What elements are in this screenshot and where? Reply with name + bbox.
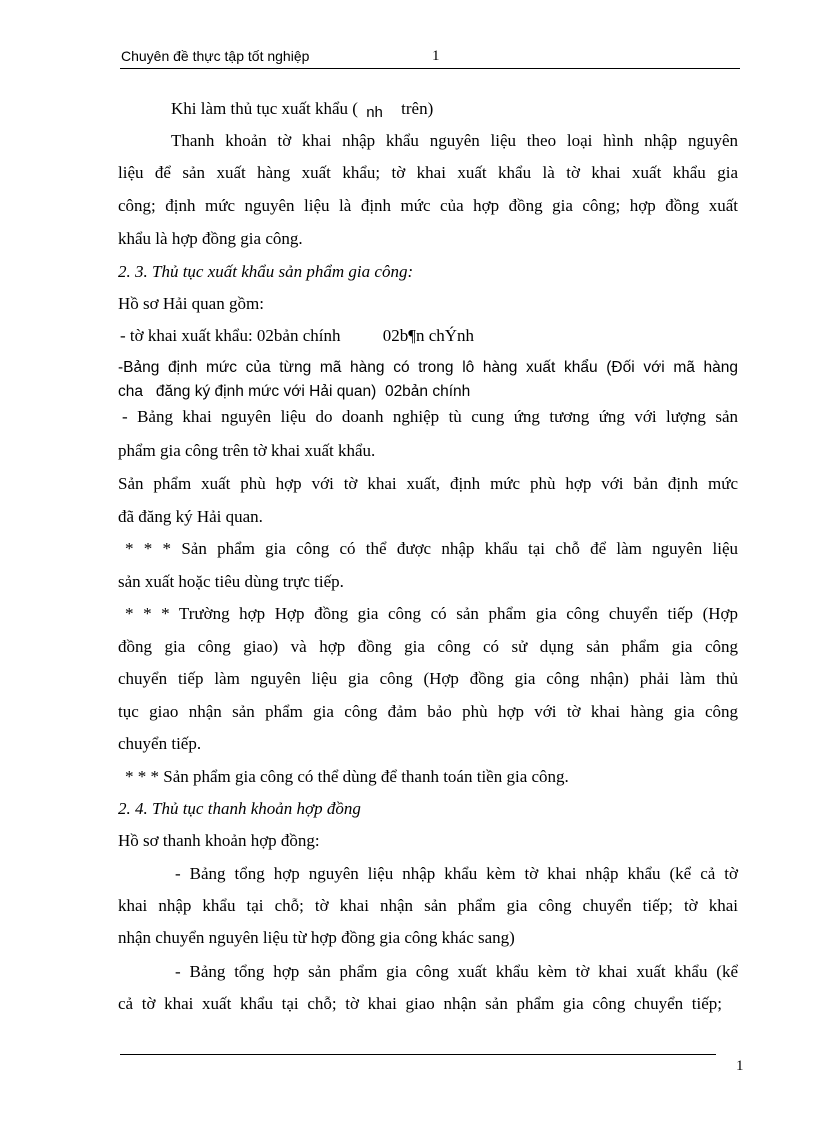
paragraph-line: * * * Trường hợp Hợp đồng gia công có sản phẩm gia công chuyển tiếp (Hợp (125, 604, 738, 623)
text-run: trên) (401, 99, 434, 118)
paragraph-line: khẩu là hợp đồng gia công. (118, 229, 303, 248)
paragraph-line: đã đăng ký Hải quan. (118, 507, 263, 526)
paragraph-line: * * * Sản phẩm gia công có thể được nhập khẩu tại chỗ để làm nguyên liệu (125, 539, 738, 558)
section-heading: 2. 3. Thủ tục xuất khẩu sản phẩm gia công: (118, 262, 414, 281)
paragraph-line: tục giao nhận sản phẩm gia công đảm bảo phù hợp với tờ khai hàng gia công (118, 702, 738, 721)
paragraph-line: liệu để sản xuất hàng xuất khẩu; tờ khai xuất khẩu là tờ khai xuất khẩu gia (118, 163, 738, 182)
paragraph-line: cha đăng ký định mức với Hải quan) 02bản chính (118, 383, 471, 400)
paragraph-line: chuyển tiếp làm nguyên liệu gia công (Hợp đồng gia công nhận) phải làm thủ (118, 669, 738, 688)
paragraph-line: phẩm gia công trên tờ khai xuất khẩu. (118, 441, 376, 460)
paragraph-line: * * * Sản phẩm gia công có thể dùng để thanh toán tiền gia công. (125, 767, 569, 786)
footer-page-number: 1 (736, 1058, 744, 1074)
header-page-number: 1 (432, 48, 440, 64)
text-run: nh (366, 104, 383, 121)
paragraph-line: cả tờ khai xuất khẩu tại chỗ; tờ khai giao nhận sản phẩm gia công chuyển tiếp; (118, 994, 722, 1013)
header-title: Chuyên đề thực tập tốt nghiệp (121, 48, 310, 64)
paragraph-line: sản xuất hoặc tiêu dùng trực tiếp. (118, 572, 344, 591)
text-run: - tờ khai xuất khẩu: 02bản chính (120, 326, 341, 345)
paragraph-line: - Bảng khai nguyên liệu do doanh nghiệp tù cung ứng tương ứng với lượng sản (122, 407, 738, 426)
paragraph-line: - Bảng tổng hợp nguyên liệu nhập khẩu kèm tờ khai nhập khẩu (kể cả tờ (175, 864, 738, 883)
text-run: 02b¶n chÝnh (382, 326, 475, 345)
paragraph-line (171, 98, 433, 121)
section-heading: 2. 4. Thủ tục thanh khoản hợp đồng (118, 799, 361, 818)
paragraph-line: khai nhập khẩu tại chỗ; tờ khai nhận sản phẩm gia công chuyển tiếp; tờ khai (118, 896, 738, 915)
paragraph-line: - Bảng tổng hợp sản phẩm gia công xuất khẩu kèm tờ khai xuất khẩu (kể (175, 962, 738, 981)
paragraph-line: công; định mức nguyên liệu là định mức của hợp đồng gia công; hợp đồng xuất (118, 196, 738, 215)
header-rule (120, 68, 740, 69)
paragraph-line: nhận chuyển nguyên liệu từ hợp đồng gia công khác sang) (118, 928, 515, 947)
paragraph-line: chuyển tiếp. (118, 734, 202, 753)
paragraph-line: Hồ sơ Hải quan gồm: (118, 294, 264, 313)
paragraph-line: -Bảng định mức của từng mã hàng có trong lô hàng xuất khẩu (Đối với mã hàng (118, 359, 738, 376)
footer-rule (120, 1054, 716, 1055)
paragraph-line: đồng gia công giao) và hợp đồng gia công có sử dụng sản phẩm gia công (118, 637, 738, 656)
text-run: Khi làm thủ tục xuất khẩu ( (171, 99, 358, 118)
paragraph-line (120, 325, 474, 347)
paragraph-line: Sản phẩm xuất phù hợp với tờ khai xuất, định mức phù hợp với bản định mức (118, 474, 738, 493)
paragraph-line: Thanh khoản tờ khai nhập khẩu nguyên liệu theo loại hình nhập nguyên (171, 131, 738, 150)
paragraph-line: Hồ sơ thanh khoản hợp đồng: (118, 831, 320, 850)
